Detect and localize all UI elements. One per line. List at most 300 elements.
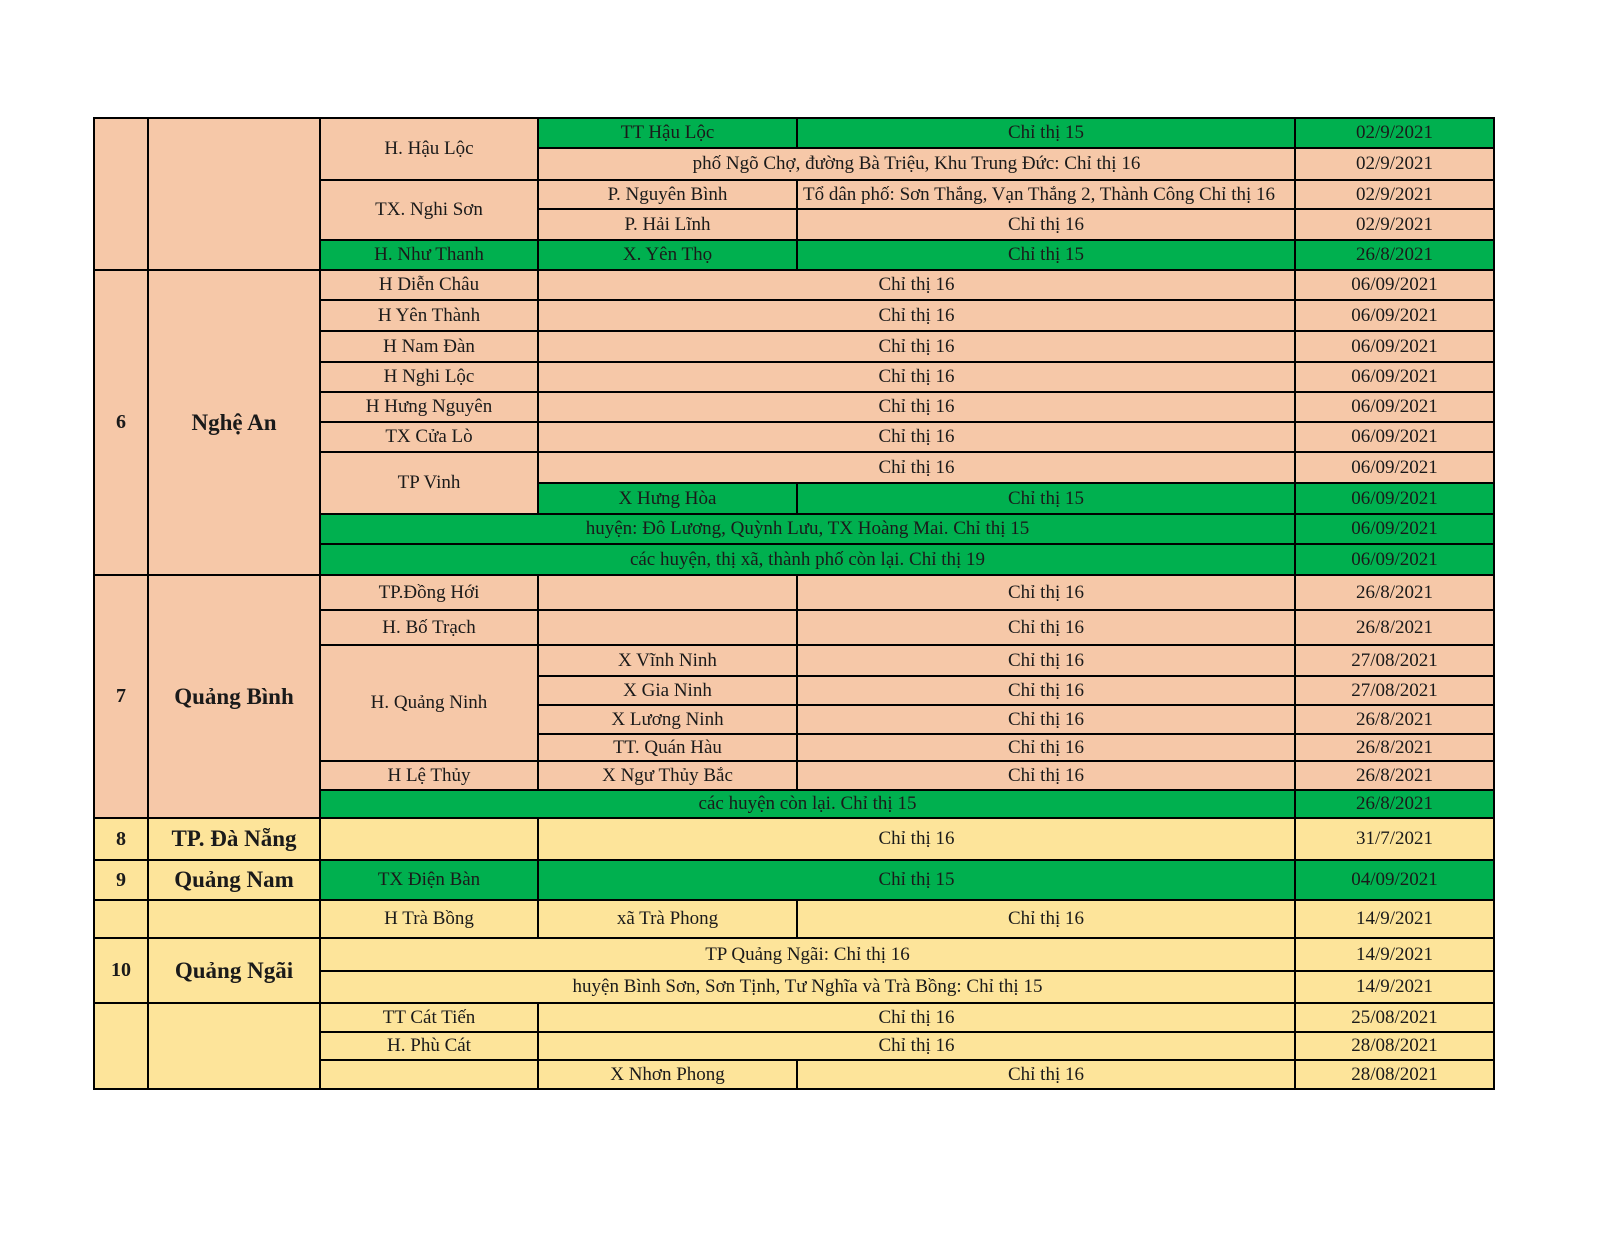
grid-line xyxy=(537,1059,539,1090)
grid-line xyxy=(93,269,95,576)
grid-line xyxy=(319,330,321,363)
grid-line xyxy=(537,361,539,393)
table-cell: Chỉ thị 16 xyxy=(538,392,1295,422)
grid-line xyxy=(796,704,1296,706)
table-cell: 06/09/2021 xyxy=(1295,331,1494,362)
table-cell: Chỉ thị 16 xyxy=(797,761,1295,790)
grid-line xyxy=(537,117,539,149)
grid-line xyxy=(537,451,539,484)
grid-line xyxy=(796,482,798,515)
grid-line xyxy=(93,117,95,271)
grid-line xyxy=(93,937,95,1004)
grid-line xyxy=(537,644,798,646)
grid-line xyxy=(537,733,798,735)
table-cell: 02/9/2021 xyxy=(1295,209,1494,240)
table-cell: 26/8/2021 xyxy=(1295,240,1494,270)
table-cell: X Vĩnh Ninh xyxy=(538,645,797,676)
grid-line xyxy=(319,269,539,271)
table-cell: H Trà Bồng xyxy=(320,900,538,938)
table-cell: X. Yên Thọ xyxy=(538,240,797,270)
grid-line xyxy=(1493,789,1495,819)
table-cell: 06/09/2021 xyxy=(1295,362,1494,392)
table-cell: 06/09/2021 xyxy=(1295,300,1494,331)
grid-line xyxy=(1294,937,1495,939)
grid-line xyxy=(1493,859,1495,901)
table-cell: 26/8/2021 xyxy=(1295,761,1494,790)
grid-line xyxy=(93,574,95,819)
table-cell: H Diễn Châu xyxy=(320,270,538,300)
grid-line xyxy=(1294,147,1296,181)
grid-line xyxy=(1493,704,1495,735)
grid-line xyxy=(537,1031,539,1061)
grid-line xyxy=(537,644,539,677)
table-cell: 7 xyxy=(94,575,148,818)
table-cell: Chỉ thị 16 xyxy=(797,705,1295,734)
table-cell: TT Cát Tiến xyxy=(320,1003,538,1032)
grid-line xyxy=(93,859,95,901)
grid-line xyxy=(1493,451,1495,484)
grid-line xyxy=(796,574,798,611)
table-cell: H Nghi Lộc xyxy=(320,362,538,392)
table-cell: 02/9/2021 xyxy=(1295,118,1494,148)
grid-line xyxy=(319,513,1296,515)
table-cell: TX. Nghi Sơn xyxy=(320,180,538,240)
grid-line xyxy=(319,117,321,181)
table-cell: 02/9/2021 xyxy=(1295,148,1494,180)
grid-line xyxy=(1294,970,1495,972)
grid-line xyxy=(1493,1031,1495,1061)
table-cell: H. Hậu Lộc xyxy=(320,118,538,180)
grid-line xyxy=(1294,513,1495,515)
grid-line xyxy=(1294,117,1495,119)
table-cell: 06/09/2021 xyxy=(1295,483,1494,514)
table-cell: huyện: Đô Lương, Quỳnh Lưu, TX Hoàng Mai. Chỉ thị 15 xyxy=(320,514,1295,544)
table-cell: TT. Quán Hàu xyxy=(538,734,797,761)
grid-line xyxy=(1294,704,1495,706)
table-cell: Chỉ thị 16 xyxy=(797,645,1295,676)
table-cell: Chỉ thị 15 xyxy=(797,240,1295,270)
grid-line xyxy=(1294,899,1495,901)
table-cell: các huyện còn lại. Chỉ thị 15 xyxy=(320,790,1295,818)
grid-line xyxy=(147,269,149,576)
grid-line xyxy=(1294,644,1495,646)
grid-line xyxy=(537,451,1296,453)
table-cell: Chỉ thị 16 xyxy=(538,1003,1295,1032)
table-cell: Chỉ thị 16 xyxy=(797,1060,1295,1089)
grid-line xyxy=(537,609,798,611)
grid-line xyxy=(537,1088,798,1090)
grid-line xyxy=(1493,208,1495,241)
grid-line xyxy=(1294,1059,1296,1090)
table-cell: TX Điện Bàn xyxy=(320,860,538,900)
table-cell: các huyện, thị xã, thành phố còn lại. Chỉ thị 19 xyxy=(320,544,1295,575)
table-cell: 06/09/2021 xyxy=(1295,422,1494,452)
grid-line xyxy=(1294,391,1296,423)
grid-line xyxy=(319,937,321,972)
grid-line xyxy=(319,574,321,611)
grid-line xyxy=(537,675,539,706)
grid-line xyxy=(1294,421,1296,453)
grid-line xyxy=(319,451,539,453)
grid-line xyxy=(537,330,539,363)
grid-line xyxy=(1493,817,1495,861)
table-cell: Quảng Bình xyxy=(148,575,320,818)
grid-line xyxy=(796,1059,798,1090)
grid-line xyxy=(1294,675,1296,706)
grid-line xyxy=(147,1002,321,1004)
table-cell: P. Nguyên Bình xyxy=(538,180,797,209)
grid-line xyxy=(147,859,149,901)
grid-line xyxy=(147,859,321,861)
grid-line xyxy=(147,1088,321,1090)
grid-line xyxy=(319,299,321,332)
table-cell xyxy=(148,118,320,270)
grid-line xyxy=(1493,543,1495,576)
table-cell: Chỉ thị 16 xyxy=(538,331,1295,362)
grid-line xyxy=(319,859,321,901)
grid-line xyxy=(537,299,539,332)
grid-line xyxy=(319,760,321,791)
grid-line xyxy=(796,117,798,149)
grid-line xyxy=(1294,817,1495,819)
grid-line xyxy=(1294,179,1296,210)
grid-line xyxy=(1294,117,1296,149)
grid-line xyxy=(796,704,798,735)
grid-line xyxy=(537,421,1296,423)
grid-line xyxy=(537,269,1296,271)
grid-line xyxy=(537,179,539,210)
grid-line xyxy=(319,609,539,611)
table-cell: Chỉ thị 16 xyxy=(538,452,1295,483)
grid-line xyxy=(796,239,798,271)
grid-line xyxy=(1294,789,1495,791)
grid-line xyxy=(147,574,149,819)
table-cell: TP Vinh xyxy=(320,452,538,514)
grid-line xyxy=(796,899,798,939)
grid-line xyxy=(796,609,1296,611)
grid-line xyxy=(1493,675,1495,706)
grid-line xyxy=(1493,117,1495,149)
table-cell: TP. Đà Nẵng xyxy=(148,818,320,860)
table-cell: Chỉ thị 15 xyxy=(797,483,1295,514)
grid-line xyxy=(1294,704,1296,735)
grid-line xyxy=(93,899,95,939)
grid-line xyxy=(1493,330,1495,363)
grid-line xyxy=(1294,179,1495,181)
grid-line xyxy=(147,269,321,271)
grid-line xyxy=(1493,299,1495,332)
grid-line xyxy=(537,574,539,611)
table-cell: 10 xyxy=(94,938,148,1003)
table-cell: X Gia Ninh xyxy=(538,676,797,705)
grid-line xyxy=(319,970,321,1004)
grid-line xyxy=(319,239,321,271)
grid-line xyxy=(537,1002,539,1033)
table-cell: 25/08/2021 xyxy=(1295,1003,1494,1032)
grid-line xyxy=(537,574,798,576)
table-cell: 26/8/2021 xyxy=(1295,610,1494,645)
grid-line xyxy=(1294,859,1296,901)
grid-line xyxy=(319,299,539,301)
grid-line xyxy=(1294,899,1296,939)
grid-line xyxy=(796,574,1296,576)
grid-line xyxy=(147,937,321,939)
grid-line xyxy=(796,609,798,646)
table-cell: 26/8/2021 xyxy=(1295,790,1494,818)
grid-line xyxy=(1493,574,1495,611)
grid-line xyxy=(319,421,321,453)
grid-line xyxy=(1294,609,1495,611)
grid-line xyxy=(1294,147,1495,149)
grid-line xyxy=(147,899,149,939)
table-cell: Chỉ thị 16 xyxy=(538,300,1295,331)
grid-line xyxy=(537,733,539,762)
grid-line xyxy=(537,117,798,119)
grid-line xyxy=(1294,937,1296,972)
table-cell: phố Ngõ Chợ, đường Bà Triệu, Khu Trung Đức: Chỉ thị 16 xyxy=(538,148,1295,180)
grid-line xyxy=(796,675,798,706)
grid-line xyxy=(796,1088,1296,1090)
table-cell: Chỉ thị 15 xyxy=(797,118,1295,148)
table-cell: Chỉ thị 16 xyxy=(797,209,1295,240)
grid-line xyxy=(1493,513,1495,545)
grid-line xyxy=(537,299,1296,301)
grid-line xyxy=(319,513,321,545)
table-cell: 27/08/2021 xyxy=(1295,645,1494,676)
grid-line xyxy=(1493,609,1495,646)
grid-line xyxy=(147,117,321,119)
grid-line xyxy=(1294,451,1296,484)
grid-line xyxy=(1294,269,1296,301)
grid-line xyxy=(319,117,539,119)
grid-line xyxy=(1294,1002,1495,1004)
grid-line xyxy=(537,330,1296,332)
grid-line xyxy=(319,574,539,576)
table-cell: 26/8/2021 xyxy=(1295,734,1494,761)
grid-line xyxy=(796,179,798,210)
grid-line xyxy=(1493,239,1495,271)
grid-line xyxy=(147,899,321,901)
table-cell xyxy=(94,118,148,270)
table-cell: TT Hậu Lộc xyxy=(538,118,797,148)
table-cell: 06/09/2021 xyxy=(1295,270,1494,300)
table-cell: 06/09/2021 xyxy=(1295,452,1494,483)
grid-line xyxy=(319,789,321,819)
grid-line xyxy=(537,208,798,210)
table-cell: 06/09/2021 xyxy=(1295,514,1494,544)
grid-line xyxy=(1294,208,1296,241)
grid-line xyxy=(319,1002,321,1033)
grid-line xyxy=(1493,1059,1495,1090)
grid-line xyxy=(1294,760,1296,791)
table-cell: 6 xyxy=(94,270,148,575)
grid-line xyxy=(537,179,798,181)
grid-line xyxy=(537,147,1296,149)
grid-line xyxy=(147,1002,149,1090)
table-cell: 06/09/2021 xyxy=(1295,392,1494,422)
grid-line xyxy=(93,899,149,901)
grid-line xyxy=(93,1002,95,1090)
table-cell xyxy=(148,1003,320,1089)
grid-line xyxy=(796,733,1296,735)
table-cell: 8 xyxy=(94,818,148,860)
grid-line xyxy=(319,361,321,393)
grid-line xyxy=(1294,543,1495,545)
grid-line xyxy=(1294,482,1296,515)
grid-line xyxy=(537,269,539,301)
grid-line xyxy=(1493,937,1495,972)
table-cell: X Lương Ninh xyxy=(538,705,797,734)
grid-line xyxy=(537,391,1296,393)
grid-line xyxy=(537,760,798,762)
grid-line xyxy=(93,117,149,119)
table-cell: huyện Bình Sơn, Sơn Tịnh, Tư Nghĩa và Trà Bồng: Chỉ thị 15 xyxy=(320,971,1295,1003)
grid-line xyxy=(1294,733,1296,762)
grid-line xyxy=(1294,1031,1296,1061)
table-cell: 26/8/2021 xyxy=(1295,575,1494,610)
grid-line xyxy=(796,644,1296,646)
table-cell: 27/08/2021 xyxy=(1295,676,1494,705)
grid-line xyxy=(1294,859,1495,861)
table-cell xyxy=(538,575,797,610)
table-cell: 28/08/2021 xyxy=(1295,1060,1494,1089)
grid-line xyxy=(1294,1059,1495,1061)
table-cell xyxy=(94,1003,148,1089)
grid-line xyxy=(1294,239,1495,241)
grid-line xyxy=(537,239,539,271)
grid-line xyxy=(1294,330,1296,363)
table-cell: 04/09/2021 xyxy=(1295,860,1494,900)
grid-line xyxy=(1493,1002,1495,1033)
grid-line xyxy=(1294,644,1296,677)
grid-line xyxy=(1294,239,1296,271)
grid-line xyxy=(537,675,798,677)
table-cell: TP Quảng Ngãi: Chỉ thị 16 xyxy=(320,938,1295,971)
table-cell: TX Cửa Lò xyxy=(320,422,538,452)
table-cell: xã Trà Phong xyxy=(538,900,797,938)
grid-line xyxy=(537,609,539,646)
grid-line xyxy=(537,899,539,939)
grid-line xyxy=(537,817,1296,819)
grid-line xyxy=(319,644,539,646)
table-cell: Quảng Nam xyxy=(148,860,320,900)
table-cell: TP.Đồng Hới xyxy=(320,575,538,610)
grid-line xyxy=(796,208,1296,210)
grid-line xyxy=(796,1059,1296,1061)
grid-line xyxy=(537,391,539,423)
table-cell: X Hưng Hòa xyxy=(538,483,797,514)
table-cell xyxy=(94,900,148,938)
grid-line xyxy=(319,1059,539,1061)
grid-line xyxy=(1294,391,1495,393)
grid-line xyxy=(319,1031,321,1061)
grid-line xyxy=(537,239,798,241)
grid-line xyxy=(1493,733,1495,762)
grid-line xyxy=(1493,970,1495,1004)
grid-line xyxy=(796,208,798,241)
grid-line xyxy=(537,361,1296,363)
grid-line xyxy=(319,1088,539,1090)
grid-line xyxy=(319,937,1296,939)
grid-line xyxy=(147,117,149,271)
grid-line xyxy=(796,482,1296,484)
grid-line xyxy=(537,1002,1296,1004)
grid-line xyxy=(319,899,539,901)
table-cell: 06/09/2021 xyxy=(1295,544,1494,575)
grid-line xyxy=(319,899,321,939)
table-cell: Chỉ thị 16 xyxy=(538,1032,1295,1060)
grid-line xyxy=(93,817,149,819)
grid-line xyxy=(537,859,1296,861)
grid-line xyxy=(1294,789,1296,819)
table-cell: Chỉ thị 16 xyxy=(797,734,1295,761)
table-cell: 9 xyxy=(94,860,148,900)
grid-line xyxy=(537,704,798,706)
grid-line xyxy=(537,421,539,453)
grid-line xyxy=(319,179,539,181)
grid-line xyxy=(1294,675,1495,677)
grid-line xyxy=(319,1002,539,1004)
grid-line xyxy=(319,330,539,332)
grid-line xyxy=(796,117,1296,119)
grid-line xyxy=(537,817,539,861)
grid-line xyxy=(319,859,539,861)
grid-line xyxy=(1493,179,1495,210)
grid-line xyxy=(147,817,321,819)
grid-line xyxy=(537,482,798,484)
grid-line xyxy=(1294,513,1296,545)
grid-line xyxy=(1294,299,1296,332)
grid-line xyxy=(319,1031,539,1033)
grid-line xyxy=(537,482,539,515)
table-cell: 14/9/2021 xyxy=(1295,938,1494,971)
table-cell: H. Phù Cát xyxy=(320,1032,538,1060)
grid-line xyxy=(796,644,798,677)
table-cell: X Ngư Thủy Bắc xyxy=(538,761,797,790)
grid-line xyxy=(796,733,798,762)
grid-line xyxy=(1294,817,1296,861)
grid-line xyxy=(319,644,321,762)
grid-line xyxy=(537,1031,1296,1033)
grid-line xyxy=(319,421,539,423)
grid-line xyxy=(1294,482,1495,484)
table-cell: Chỉ thị 16 xyxy=(538,270,1295,300)
grid-line xyxy=(537,208,539,241)
grid-line xyxy=(147,817,149,861)
grid-line xyxy=(319,391,321,423)
grid-line xyxy=(537,1059,798,1061)
table-cell xyxy=(320,818,538,860)
grid-line xyxy=(1493,644,1495,677)
grid-line xyxy=(1294,970,1296,1004)
grid-line xyxy=(1493,147,1495,181)
grid-line xyxy=(537,859,539,901)
grid-line xyxy=(1294,421,1495,423)
grid-line xyxy=(1294,1088,1495,1090)
table-cell: H Yên Thành xyxy=(320,300,538,331)
table-cell: H. Quảng Ninh xyxy=(320,645,538,761)
grid-line xyxy=(93,1002,149,1004)
table-cell xyxy=(538,610,797,645)
grid-line xyxy=(1493,760,1495,791)
grid-line xyxy=(319,817,539,819)
grid-line xyxy=(1294,208,1495,210)
grid-line xyxy=(1294,1002,1296,1033)
table-cell: X Nhơn Phong xyxy=(538,1060,797,1089)
grid-line xyxy=(319,789,1296,791)
grid-line xyxy=(1294,269,1495,271)
grid-line xyxy=(319,391,539,393)
